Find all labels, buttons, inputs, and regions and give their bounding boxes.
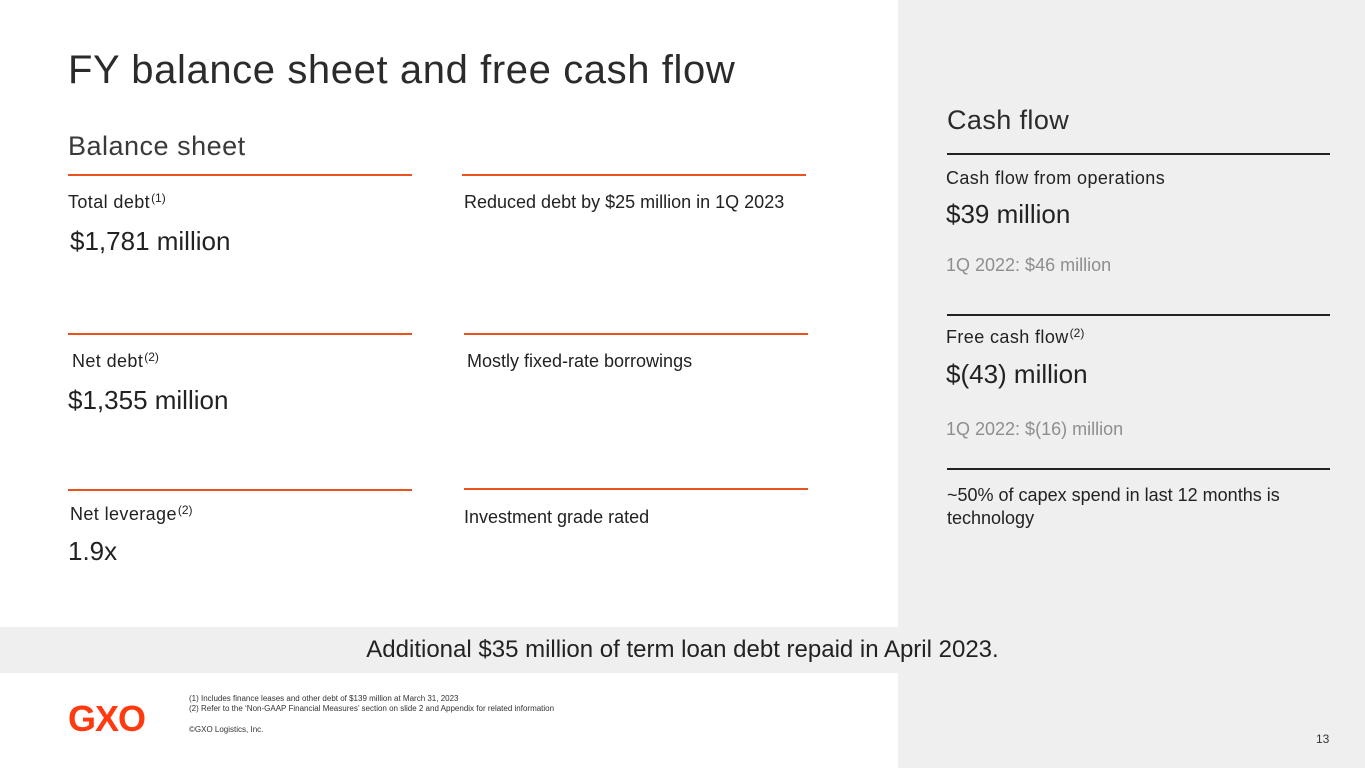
fcf-label: Free cash flow$^{(2)}$ bbox=[946, 326, 1085, 347]
net-debt-label: Net debt$^{(2)}$ bbox=[72, 350, 159, 371]
fcf-prior-year: 1Q 2022: $(16) million bbox=[946, 419, 1124, 439]
cfo-label: Cash flow from operations bbox=[946, 168, 1166, 188]
net-leverage-label: Net leverage$^{(2)}$ bbox=[70, 503, 193, 524]
divider bbox=[947, 468, 1330, 470]
footnote-ref: (2) bbox=[1069, 326, 1085, 340]
cfo-prior-year: 1Q 2022: $46 million bbox=[946, 255, 1112, 275]
capex-note: ~50% of capex spend in last 12 months is technology bbox=[947, 485, 1280, 528]
footnote-ref: (1) bbox=[151, 191, 166, 205]
net-leverage-note: Investment grade rated bbox=[464, 507, 650, 527]
footnote-ref: (2) bbox=[144, 350, 159, 364]
cfo-value: $39 million bbox=[946, 199, 1071, 229]
balance-sheet-heading: Balance sheet bbox=[68, 131, 246, 161]
page-number: 13 bbox=[1316, 732, 1330, 746]
fcf-value: $(43) million bbox=[946, 359, 1088, 389]
total-debt-label: Total debt$^{(1)}$ bbox=[68, 191, 166, 212]
net-debt-note: Mostly fixed-rate borrowings bbox=[467, 351, 693, 371]
divider bbox=[68, 489, 412, 491]
divider bbox=[464, 488, 808, 490]
footnote-2: (2) Refer to the ‘Non-GAAP Financial Measures’ section on slide 2 and Appendix for related information bbox=[189, 704, 555, 713]
net-leverage-value: 1.9x bbox=[68, 536, 118, 566]
divider bbox=[464, 333, 808, 335]
slide-title: FY balance sheet and free cash flow bbox=[68, 48, 736, 92]
copyright: ©GXO Logistics, Inc. bbox=[189, 725, 264, 734]
divider bbox=[68, 333, 412, 335]
total-debt-note: Reduced debt by $25 million in 1Q 2023 bbox=[464, 192, 785, 212]
footnote-1: (1) Includes finance leases and other debt of $139 million at March 31, 2023 bbox=[189, 694, 459, 703]
callout-banner-text: Additional $35 million of term loan debt repaid in April 2023. bbox=[366, 636, 999, 663]
divider bbox=[462, 174, 806, 176]
gxo-logo: GXO bbox=[68, 698, 146, 739]
total-debt-value: $1,781 million bbox=[70, 226, 231, 256]
footnote-ref: (2) bbox=[177, 503, 193, 517]
divider bbox=[947, 153, 1330, 155]
net-debt-value: $1,355 million bbox=[68, 385, 229, 415]
divider bbox=[68, 174, 412, 176]
divider bbox=[947, 314, 1330, 316]
cash-flow-heading: Cash flow bbox=[947, 105, 1070, 135]
